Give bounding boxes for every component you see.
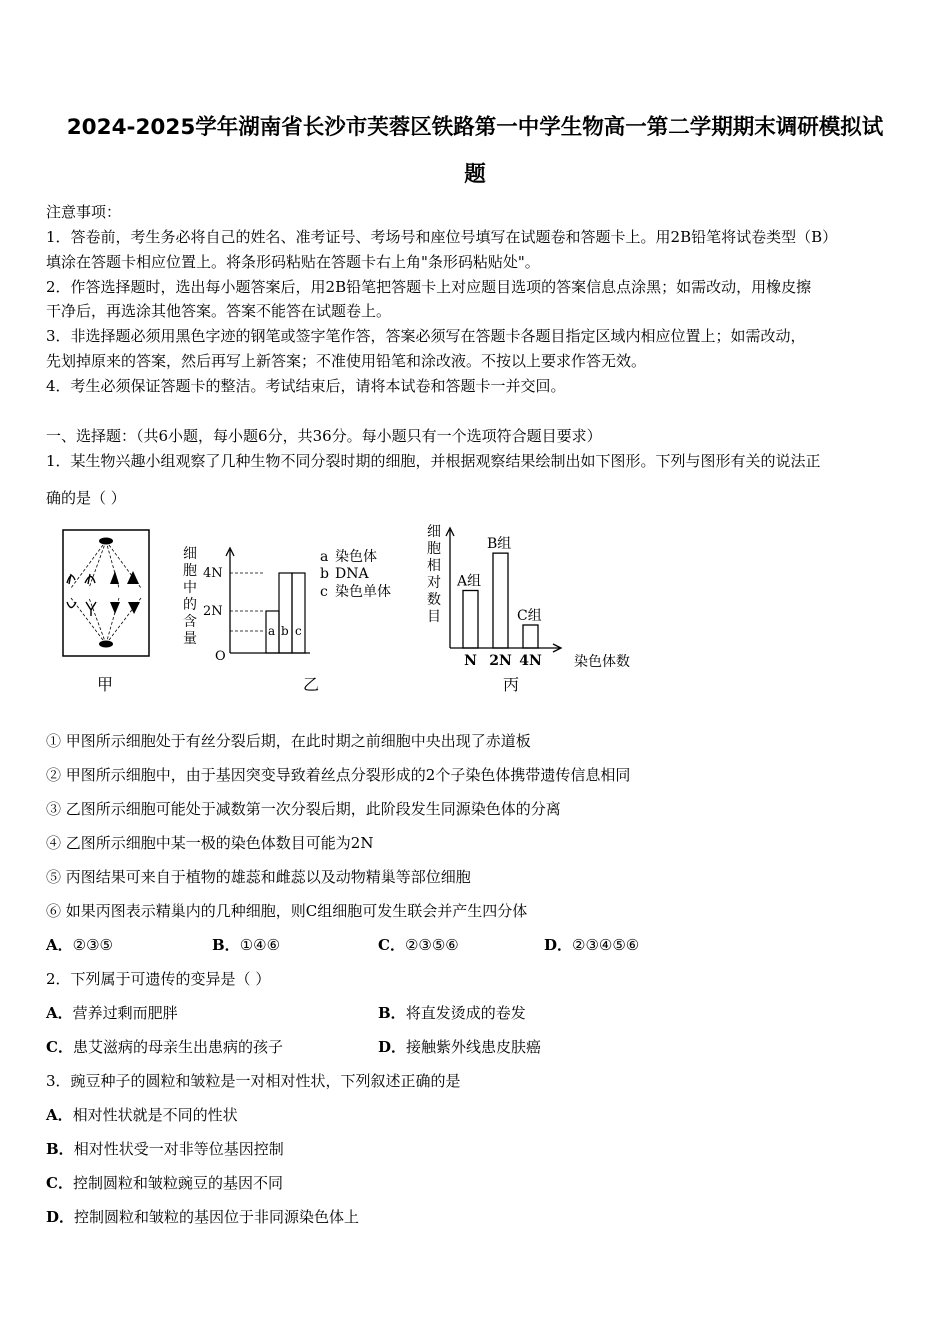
q3-option-c[interactable]: C．控制圆粒和皱粒豌豆的基因不同 bbox=[46, 1174, 283, 1192]
svg-text:目: 目 bbox=[427, 609, 441, 625]
page-title-continued: 题 bbox=[464, 162, 486, 187]
notice-line: 干净后，再选涂其他答案。答案不能答在试题卷上。 bbox=[46, 302, 392, 320]
chromosomes-lower-dark bbox=[110, 602, 140, 614]
bing-xlabel: 染色体数 bbox=[574, 654, 630, 670]
svg-text:数: 数 bbox=[427, 592, 441, 608]
yi-bar-b bbox=[279, 573, 292, 653]
q3-option-a[interactable]: A．相对性状就是不同的性状 bbox=[46, 1106, 238, 1124]
svg-text:DNA: DNA bbox=[335, 566, 369, 582]
q2-option-a[interactable]: A．营养过剩而肥胖 bbox=[46, 1004, 178, 1022]
bing-group-label-0: A组 bbox=[457, 573, 482, 590]
q3-option-d[interactable]: D．控制圆粒和皱粒的基因位于非同源染色体上 bbox=[46, 1208, 360, 1226]
bing-group-label-1: B组 bbox=[487, 536, 512, 553]
statement-5: ⑤ 丙图结果可来自于植物的雄蕊和雌蕊以及动物精巢等部位细胞 bbox=[46, 868, 471, 886]
q2-option-b[interactable]: B．将直发烫成的卷发 bbox=[378, 1004, 526, 1022]
statement-6: ⑥ 如果丙图表示精巢内的几种细胞，则C组细胞可发生联会并产生四分体 bbox=[46, 902, 528, 920]
svg-text:染色单体: 染色单体 bbox=[335, 584, 391, 600]
yi-bar-letter-a: a bbox=[268, 624, 276, 638]
notice-line: 填涂在答题卡相应位置上。将条形码粘贴在答题卡右上角"条形码粘贴处"。 bbox=[46, 253, 540, 271]
svg-text:相: 相 bbox=[427, 558, 441, 574]
question-2-stem: 2．下列属于可遗传的变异是（ ） bbox=[46, 970, 271, 988]
svg-text:中: 中 bbox=[183, 580, 197, 596]
yi-bar-c bbox=[292, 573, 305, 653]
notice-line: 先划掉原来的答案，然后再写上新答案；不准使用铅笔和涂改液。不按以上要求作答无效。 bbox=[46, 352, 647, 370]
yi-origin: O bbox=[215, 649, 226, 664]
yi-tick-4n: 4N bbox=[203, 566, 223, 581]
notice-line: 1．答卷前，考生务必将自己的姓名、准考证号、考场号和座位号填写在试题卷和答题卡上。用2B铅笔将试卷类型（B） bbox=[46, 228, 838, 246]
q1-option-d[interactable]: D．②③④⑤⑥ bbox=[544, 936, 640, 954]
svg-text:b: b bbox=[320, 566, 329, 582]
statement-3: ③ 乙图所示细胞可能处于减数第一次分裂后期，此阶段发生同源染色体的分离 bbox=[46, 800, 561, 818]
q1-option-c[interactable]: C．②③⑤⑥ bbox=[378, 936, 459, 954]
bing-bars bbox=[456, 536, 542, 669]
bing-category-label-0: N bbox=[464, 653, 477, 669]
section-heading: 一、选择题：（共6小题，每小题6分，共36分。每小题只有一个选项符合题目要求） bbox=[46, 427, 602, 445]
bing-bar-0 bbox=[463, 591, 478, 649]
yi-bar-letter-c: c bbox=[295, 624, 302, 638]
bing-ylabel bbox=[427, 524, 441, 625]
svg-text:c: c bbox=[320, 584, 328, 600]
notice-line: 4．考生必须保证答题卡的整洁。考试结束后，请将本试卷和答题卡一并交回。 bbox=[46, 377, 566, 395]
bing-category-label-2: 4N bbox=[519, 653, 542, 669]
question-1-figure bbox=[55, 518, 645, 703]
svg-text:a: a bbox=[320, 549, 329, 565]
q2-option-d[interactable]: D．接触紫外线患皮肤癌 bbox=[378, 1038, 542, 1056]
question-3-stem: 3．豌豆种子的圆粒和皱粒是一对相对性状，下列叙述正确的是 bbox=[46, 1072, 461, 1090]
bar-chart-bing bbox=[427, 524, 630, 694]
bar-chart-yi bbox=[183, 546, 391, 694]
q1-option-a[interactable]: A．②③⑤ bbox=[46, 936, 113, 954]
figure-label-yi: 乙 bbox=[303, 675, 320, 694]
chromosomes-upper-dark bbox=[110, 571, 139, 584]
q2-option-c[interactable]: C．患艾滋病的母亲生出患病的孩子 bbox=[46, 1038, 283, 1056]
bing-bar-1 bbox=[493, 553, 508, 648]
figure-label-jia: 甲 bbox=[97, 675, 114, 694]
cell-diagram-jia bbox=[63, 530, 149, 694]
bing-category-label-1: 2N bbox=[489, 653, 512, 669]
svg-text:对: 对 bbox=[427, 575, 441, 591]
svg-text:胞: 胞 bbox=[427, 541, 441, 557]
svg-text:胞: 胞 bbox=[183, 563, 197, 579]
svg-text:含: 含 bbox=[183, 614, 197, 630]
svg-text:量: 量 bbox=[183, 631, 197, 647]
question-1-stem: 1．某生物兴趣小组观察了几种生物不同分裂时期的细胞，并根据观察结果绘制出如下图形。下列与图形有关的说法正 bbox=[46, 452, 821, 470]
svg-text:的: 的 bbox=[183, 597, 197, 613]
q1-option-b[interactable]: B．①④⑥ bbox=[212, 936, 281, 954]
notice-line: 3．非选择题必须用黑色字迹的钢笔或签字笔作答，答案必须写在答题卡各题目指定区域内相应位置上；如需改动， bbox=[46, 327, 806, 345]
page-title: 2024-2025学年湖南省长沙市芙蓉区铁路第一中学生物高一第二学期期末调研模拟试 bbox=[66, 115, 884, 140]
svg-text:染色体: 染色体 bbox=[335, 549, 377, 565]
yi-bar-letter-b: b bbox=[281, 624, 289, 638]
statement-4: ④ 乙图所示细胞中某一极的染色体数目可能为2N bbox=[46, 834, 374, 852]
q3-option-b[interactable]: B．相对性状受一对非等位基因控制 bbox=[46, 1140, 284, 1158]
bing-group-label-2: C组 bbox=[517, 608, 542, 624]
yi-tick-2n: 2N bbox=[203, 604, 223, 619]
yi-legend bbox=[320, 548, 391, 600]
figure-label-bing: 丙 bbox=[503, 675, 520, 694]
notice-heading: 注意事项： bbox=[46, 203, 122, 221]
yi-ylabel bbox=[183, 546, 197, 647]
notice-line: 2．作答选择题时，选出每小题答案后，用2B铅笔把答题卡上对应题目选项的答案信息点涂黑；如需改动，用橡皮擦 bbox=[46, 278, 812, 296]
svg-text:细: 细 bbox=[183, 546, 197, 562]
statement-1: ① 甲图所示细胞处于有丝分裂后期，在此时期之前细胞中央出现了赤道板 bbox=[46, 732, 531, 750]
statement-2: ② 甲图所示细胞中，由于基因突变导致着丝点分裂形成的2个子染色体携带遗传信息相同 bbox=[46, 766, 631, 784]
chromosomes-upper bbox=[67, 574, 95, 584]
svg-text:细: 细 bbox=[427, 524, 441, 540]
bing-bar-2 bbox=[523, 625, 538, 648]
question-1-stem-continued: 确的是（ ） bbox=[46, 489, 126, 507]
spindle-fibers bbox=[71, 541, 141, 644]
